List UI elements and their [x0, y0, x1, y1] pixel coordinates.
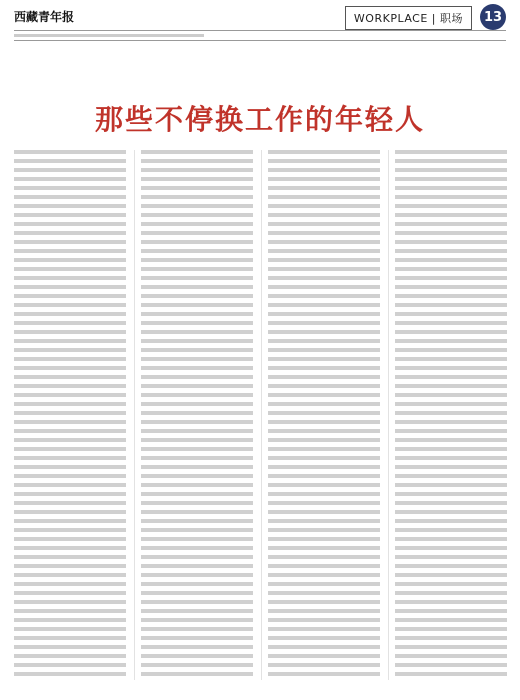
page-header	[14, 6, 506, 28]
editor-credits-placeholder	[14, 33, 506, 38]
column-divider	[261, 150, 262, 680]
column-divider	[134, 150, 135, 680]
header-rule-lower	[14, 40, 506, 41]
article-column-3	[268, 150, 380, 680]
article-column-4	[395, 150, 507, 680]
article-column-2	[141, 150, 253, 680]
section-tab: WORKPLACE | 职场	[345, 6, 472, 30]
header-rule	[14, 30, 506, 31]
newspaper-masthead: 西藏青年报	[14, 10, 75, 24]
page-number-badge: 13	[480, 4, 506, 30]
article-column-1	[14, 150, 126, 680]
column-divider	[388, 150, 389, 680]
article-headline: 那些不停换工作的年轻人	[94, 103, 425, 136]
